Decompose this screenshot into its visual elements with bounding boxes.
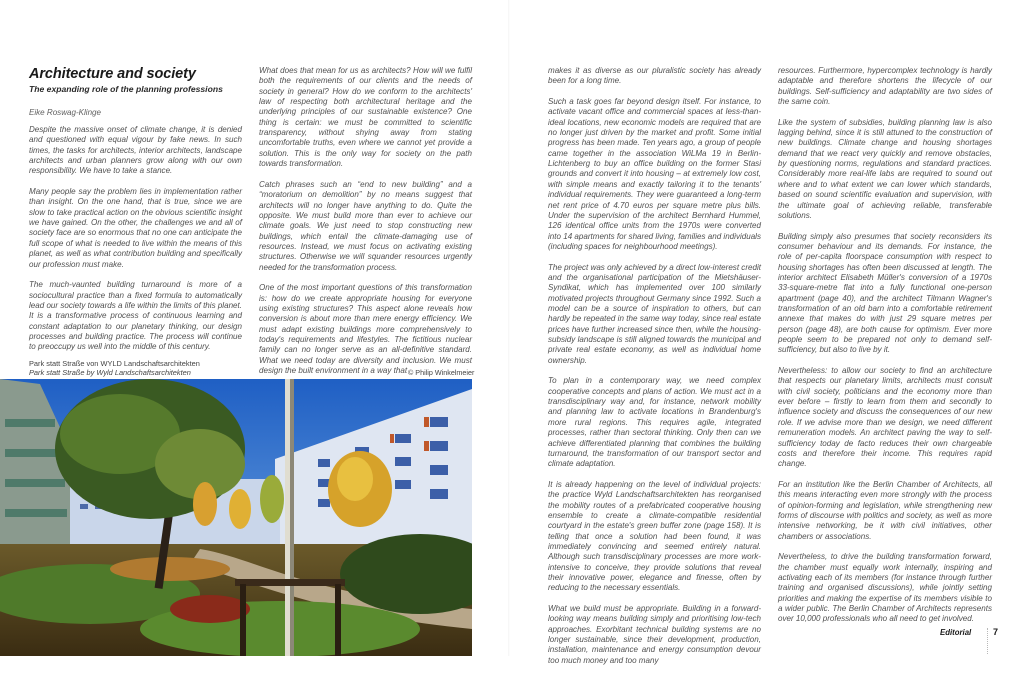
paragraph: It is already happening on the level of individual projects: the practice Wyld Landschaftsarchitekten has reorganised the mobility routes of a prefabricated cooperative housing ensemble to create a climate-compatible residential courtyard in the estate's green buffer zone (page 158). It is telling that once a solution had been found, it was immediately convincing and seemed entirely natural. Although such transdisciplinary processes are more work-intensive to conceive, they provide solutions that reveal their innovative power, elegance and finesse, often by reducing to the necessary essentials.: [548, 479, 761, 593]
text-column-2: [259, 66, 475, 387]
paragraph: Nevertheless, to drive the building transformation forward, the chamber must equally work internally, inspiring and activating each of its members (for instance through further training and organised discussions), while jointly setting priorities and making the expertise of its members visible to a wider public. The Berlin Chamber of Architects represents over 10,000 professionals who all need to get involved.: [778, 552, 992, 624]
paragraph: resources. Furthermore, hypercomplex technology is hardly adaptable and therefore shortens the lifecycle of our buildings. Self-sufficiency and adaptability are two sides of the same coin.: [778, 66, 992, 107]
paragraph: The much-vaunted building turnaround is more of a sociocultural practice than a fixed formula to automatically lead our society towards a life within the limits of this planet. It is a transformative process of continuous learning and constant adaptation to our planetary thinking, our design processes and building practice. The process will continue to preoccupy us well into the middle of this century.: [29, 280, 242, 352]
text-column-3: [548, 66, 761, 677]
footer-divider: [987, 628, 989, 654]
photo-illustration: [0, 379, 472, 656]
paragraph: What does that mean for us as architects? How will we fulfil both the requirements of our clients and the needs of society in general? How do we conform to the architects' law of respecting both architectural heritage and the underlying principles of our sustainable existence? One thing is certain: we must be committed to scientific transparency, without shying away from stating uncomfortable truths, even where we cannot yet provide a solution. This is the only way for society on the path towards transformation.: [259, 66, 472, 169]
section-label: Editorial: [940, 628, 972, 637]
paragraph: Building simply also presumes that society reconsiders its consumer behaviour and its demands. For instance, the role of per-capita floorspace consumption with respect to housing shortages has often been discussed at length. The interior architect Elisabeth Müller's conversion of a 1970s 33-square-metre flat into a fully functional one-person apartment (page 40), and the architect Tilmann Wagner's transformation of an old barn into a comfortable retirement annexe that makes do with just 29 square metres per person (page 48), are both cause for optimism. Ever more people seem to be prepared not only to demand self-sufficiency, but also to live by it.: [778, 231, 992, 355]
paragraph: Many people say the problem lies in implementation rather than insight. On the one hand, that is true, since we are slow to take practical action on the obvious scientific insight we have gained. On the other, the challenges we and all of society face are so enormous that no one can anticipate the full scope of what is needed to live within the means of this planet, as well as what contribution building and specifically our profession must make.: [29, 187, 242, 269]
page-number: 7: [993, 627, 999, 637]
article-author: Eike Roswag-Klinge: [29, 108, 102, 117]
article-title: Architecture and society: [29, 66, 196, 82]
paragraph: What we build must be appropriate. Building in a forward-looking way means building simply and prioritising low-tech approaches. Exorbitant technical building systems are no longer sustainable, since their development, production, installation, maintenance and energy consumption devour too much money and too many: [548, 604, 761, 665]
courtyard-photo: [0, 379, 472, 656]
paragraph: For an institution like the Berlin Chamber of Architects, all this means interacting even more strongly with the process of opinion-forming and legislation, while strengthening new forms of discourse with politics and society, as well as more intensive networking, be it with civil initiatives, other chambers or associations.: [778, 479, 992, 541]
paragraph: Like the system of subsidies, building planning law is also lagging behind, since it is still attuned to the construction of new buildings. Climate change and housing shortages demand that we react very quickly and remove obstacles, by questioning norms, regulations and standard practices. Considerably more real-life labs are required to sound out where and to what extent we can lower which standards, based on sound scientific evaluation and supervision, with the ultimate goal of achieving reliable, transferable solutions.: [778, 117, 992, 220]
paragraph: Nevertheless: to allow our society to find an architecture that respects our planetary limits, architects must consult with civil society, politicians and the economy more than ever before – firstly to learn from them and secondly to influence society and discuss the consequences of our new role. If we advise more than we design, we need different remuneration models. An architect paving the way to self-sufficiency today de facto reduces their own chargeable costs and therefore their income. This requires rapid change.: [778, 366, 992, 469]
figure-caption: [29, 359, 200, 377]
paragraph: One of the most important questions of this transformation is: how do we create appropriate housing for everyone using existing structures? This aspect alone reveals how conversion is about more than mere energy efficiency. We must adapt existing buildings more comprehensively to today's requirements and lifestyles. The fictitious nuclear family can no longer serve as an all-definitive standard. What we need today are diversity and inclusion. We must design the built environment in a way that: [259, 283, 472, 376]
text-column-4: [778, 66, 992, 635]
paragraph: makes it as diverse as our pluralistic society has already been for a long time.: [548, 66, 761, 86]
page-footer: [940, 627, 999, 637]
caption-english: Park statt Straße by Wyld Landschaftsarchitekten: [29, 368, 191, 377]
article-subtitle: The expanding role of the planning professions: [29, 84, 223, 94]
photo-credit: © Philip Winkelmeier: [408, 368, 475, 377]
paragraph: Catch phrases such an “end to new building” and a “moratorium on demolition” by no means suggest that architects will no longer have anything to do. Quite the opposite. We must build more than ever to achieve our climate goals. We just need to stop constructing new buildings, which entail the climate-damaging use of resources. Instead, we must focus on activating existing structures. Otherwise we will squander resources urgently needed for the transformation process.: [259, 179, 472, 272]
paragraph: To plan in a contemporary way, we need complex cooperative concepts and plans of action. We must act in a transdisciplinary way and, for instance, network mobility and planning law to activate locations in Brandenburg's more rural regions. This requires agile, integrated processes, rather than sectoral thinking. Only then can we achieve differentiated planning that combines the building turnaround, the transformation of our transport sector and climate adaptation.: [548, 376, 761, 469]
left-page: [0, 0, 510, 656]
paragraph: Such a task goes far beyond design itself. For instance, to activate vacant office and commercial spaces at less-than-ideal locations, new economic models are required that are no longer just driven by the market and profit. Some initial progress has been made. Ten years ago, a group of people came together in the association WiLMa 19 in Berlin-Lichtenberg to buy an office building on the former Stasi grounds and convert it into housing – at extremely low cost, with simple means and exactly tailoring it to the tenants' individual requirements. They were guaranteed a long-term net rent price of 4.70 euros per square metre plus bills. Under the supervision of the architect Bernhard Hummel, 126 identical office units from the 1970s were converted into 14 apartments for shared living, families and individuals (including spaces for neighbourhood meetings).: [548, 97, 761, 251]
paragraph: The project was only achieved by a direct low-interest credit and the organisational participation of the Mietshäuser-Syndikat, which has implemented over 100 similarly motivated projects throughout Germany since 1992. Such a model can be a source of inspiration to others, but can hardly be repeated in the same way today, since real estate prices have further increased since then, while the housing-subsidy landscape is still aligned towards the municipal and private real estate economy, as well as individual home ownership.: [548, 262, 761, 365]
caption-german: Park statt Straße von WYLD Landschaftsarchitekten: [29, 359, 200, 368]
paragraph: Despite the massive onset of climate change, it is denied and questioned with equal vigour by fake news. In such times, the tasks for architects, interior architects, landscape architects and urban planners grow along with our own responsibility. We have to take a stance.: [29, 125, 242, 176]
text-column-1: [29, 125, 242, 363]
